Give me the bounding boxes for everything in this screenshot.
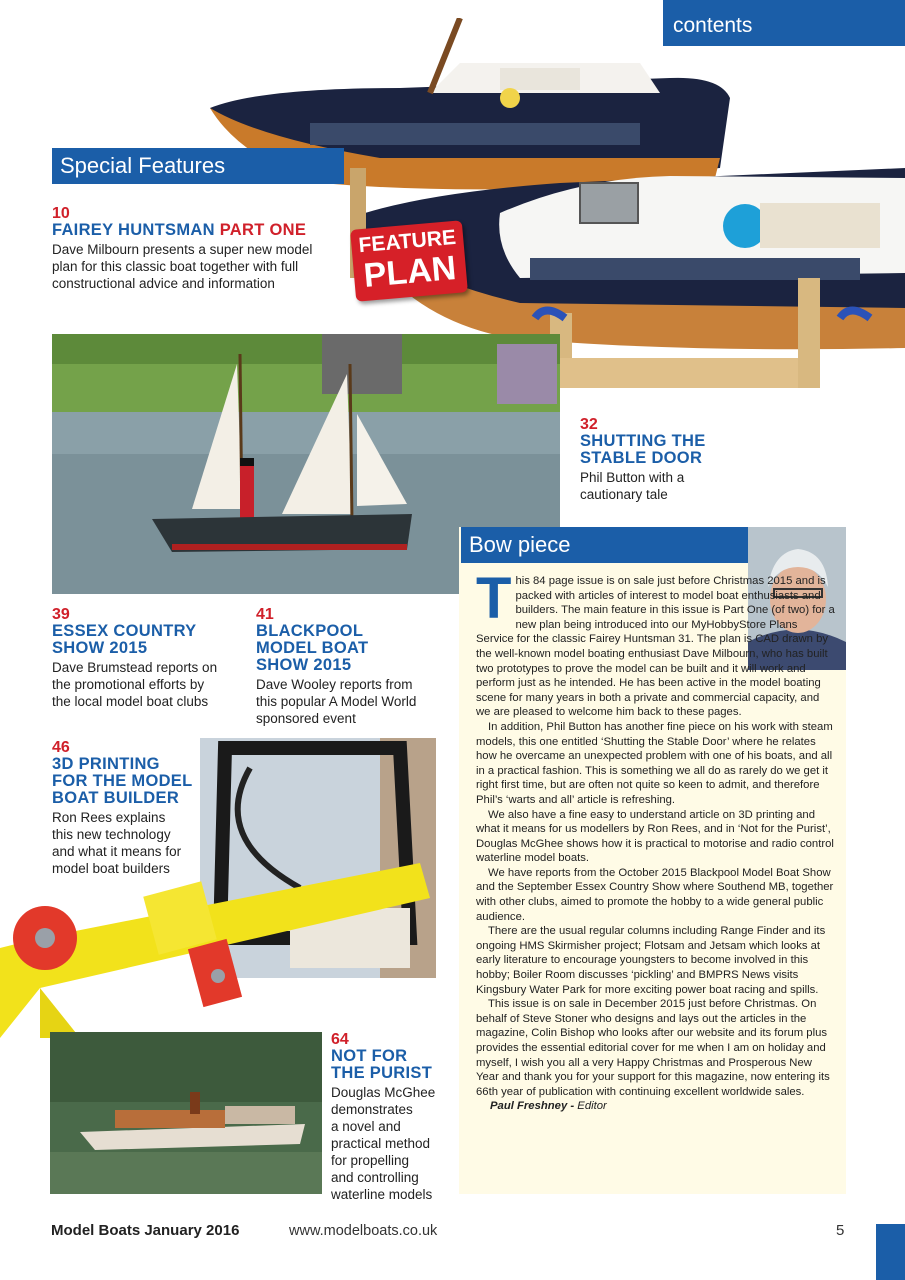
special-features-title: Special Features — [60, 153, 226, 178]
article-39-desc — [52, 659, 252, 710]
article-10-title — [52, 222, 352, 239]
bow-piece-paragraph-text: his 84 page issue is on sale just before Christmas 2015 and is packed with articles of interest to model boat enthusiasts and builders. The main feature in this issue is Part One (of two) for a new plan being introduced into our MyHobbyStore Plans Service for the classic Fairey Huntsman 31. The plan is CAD drawn by the well-known model boating enthusiast Dave Milbourn, who has built two prototypes to prove the model can be built and it will work and perform just as he intended. He has been active in the model boating scene for many years in both a private and commercial capacity, and we are pleased to welcome him back to these pages. — [476, 575, 835, 719]
bow-piece-paragraph: We have reports from the October 2015 Blackpool Model Boat Show and the September Essex Country Show where Southend MB, together with other clubs, aimed to promote the hobby to a wide general public audience. — [476, 866, 834, 923]
signature-role: Editor — [577, 1100, 607, 1113]
article-41-desc — [256, 676, 456, 727]
corner-tab — [876, 1224, 905, 1280]
article-41-page: 41 — [256, 606, 274, 623]
article-32-title-line: SHUTTING THE — [580, 432, 706, 450]
article-46-title-line: FOR THE MODEL — [52, 772, 193, 790]
special-features-banner — [52, 148, 344, 184]
bow-piece-body — [476, 566, 836, 1114]
article-32[interactable] — [580, 416, 780, 503]
article-10-desc-line: plan for this classic boat together with full — [52, 259, 299, 274]
article-64-desc — [331, 1084, 456, 1203]
bow-piece-paragraph: This issue is on sale in December 2015 just before Christmas. On behalf of Steve Stoner who designs and lays out the articles in the magazine, Colin Bishop who looks after our website and its forum plus provides the essential editorial cover for me when I am on holiday and myself, I wish you all a very Happy Christmas and Prosperous New Year and thank you for your support for this magazine, now entering its 66th year of publication with continuing excellent worldwide sales. — [476, 998, 830, 1098]
bow-piece-dropcap: T — [476, 566, 512, 631]
article-46-desc-line: this new technology — [52, 827, 171, 842]
article-41-desc-line: sponsored event — [256, 711, 356, 726]
article-46-title-line: 3D PRINTING — [52, 755, 160, 773]
article-64-desc-line: demonstrates — [331, 1102, 413, 1117]
article-46-desc-line: and what it means for — [52, 844, 182, 859]
waterline-boat-photo — [50, 1032, 322, 1194]
article-46[interactable] — [52, 739, 232, 877]
article-39-title-line: ESSEX COUNTRY — [52, 622, 197, 640]
bow-piece-paragraph: In addition, Phil Button has another fine piece on his work with steam models, this one entitled ‘Shutting the Stable Door’ where he relates how he overcame an unexpected problem with one of his boats, and all in a practical fashion. This is something we all do as rarely do we get it right first time, but are often not quite so keen to admit, and therefore Phil’s ‘warts and all’ article is refreshing. — [476, 720, 833, 806]
footer-url[interactable]: www.modelboats.co.uk — [289, 1223, 438, 1239]
bow-piece-title: Bow piece — [469, 532, 571, 557]
article-64-desc-line: a novel and — [331, 1119, 401, 1134]
article-32-desc-line: Phil Button with a — [580, 470, 685, 485]
feature-plan-line2: PLAN — [362, 248, 458, 295]
article-32-title — [580, 433, 780, 467]
article-64-desc-line: for propelling — [331, 1153, 410, 1168]
article-64-title — [331, 1048, 456, 1082]
feature-plan-line1: FEATURE — [357, 225, 457, 258]
article-64-desc-line: Douglas McGhee — [331, 1085, 436, 1100]
article-46-desc-line: Ron Rees explains — [52, 810, 166, 825]
article-41-title-line: BLACKPOOL — [256, 622, 364, 640]
article-41[interactable] — [256, 606, 456, 727]
article-64-title-line: NOT FOR — [331, 1047, 408, 1065]
page-number: 5 — [836, 1222, 845, 1239]
article-46-desc — [52, 809, 232, 877]
article-64-page: 64 — [331, 1031, 349, 1048]
article-64[interactable] — [331, 1031, 456, 1203]
article-32-desc-line: cautionary tale — [580, 487, 668, 502]
article-46-desc-line: model boat builders — [52, 861, 170, 876]
article-10-title-part: PART ONE — [219, 221, 307, 239]
article-41-title-line: SHOW 2015 — [256, 656, 352, 674]
bow-piece-paragraph: We also have a fine easy to understand article on 3D printing and what it means for us modellers by Ron Rees, and in ‘Not for the Purist’, Douglas McGhee shows how it is practical to motorise and radio control waterline model boats. — [476, 808, 834, 865]
article-32-page: 32 — [580, 416, 598, 433]
article-39-title — [52, 623, 252, 657]
footer-magazine: Model Boats January 2016 — [51, 1222, 240, 1239]
article-10[interactable] — [52, 205, 352, 292]
article-64-desc-line: practical method — [331, 1136, 431, 1151]
article-39-title-line: SHOW 2015 — [52, 639, 148, 657]
article-46-title-line: BOAT BUILDER — [52, 789, 180, 807]
article-39[interactable] — [52, 606, 252, 710]
article-39-desc-line: the local model boat clubs — [52, 694, 209, 709]
article-10-title-main: FAIREY HUNTSMAN — [52, 221, 215, 239]
article-46-title — [52, 756, 232, 807]
bow-piece-banner — [461, 527, 748, 563]
article-64-desc-line: waterline models — [331, 1187, 433, 1202]
article-10-desc — [52, 241, 352, 292]
article-64-desc-line: and controlling — [331, 1170, 419, 1185]
article-39-page: 39 — [52, 606, 70, 623]
article-10-desc-line: constructional advice and information — [52, 276, 275, 291]
bow-piece-paragraph: There are the usual regular columns including Range Finder and its ongoing HMS Skirmisher project; Flotsam and Jetsam which looks at early literature to encourage youngsters to become involved in this hobby; Boiler Room discusses ‘pickling’ and BMPRS News visits Kingsbury Water Park for more exciting power boat racing and spills. — [476, 925, 826, 996]
article-32-title-line: STABLE DOOR — [580, 449, 703, 467]
feature-plan-badge — [350, 220, 468, 301]
bow-piece-signature — [476, 1099, 836, 1114]
article-39-desc-line: Dave Brumstead reports on — [52, 660, 218, 675]
article-32-desc — [580, 469, 780, 503]
article-41-title — [256, 623, 456, 674]
article-46-page: 46 — [52, 739, 70, 756]
article-41-title-line: MODEL BOAT — [256, 639, 369, 657]
article-39-desc-line: the promotional efforts by — [52, 677, 205, 692]
article-10-page: 10 — [52, 205, 70, 222]
article-10-desc-line: Dave Milbourn presents a super new model — [52, 242, 313, 257]
article-64-title-line: THE PURIST — [331, 1064, 433, 1082]
article-41-desc-line: Dave Wooley reports from — [256, 677, 413, 692]
signature-name: Paul Freshney - — [490, 1100, 575, 1113]
contents-label: contents — [673, 14, 753, 37]
bow-piece-paragraph — [476, 566, 836, 720]
article-41-desc-line: this popular A Model World — [256, 694, 417, 709]
